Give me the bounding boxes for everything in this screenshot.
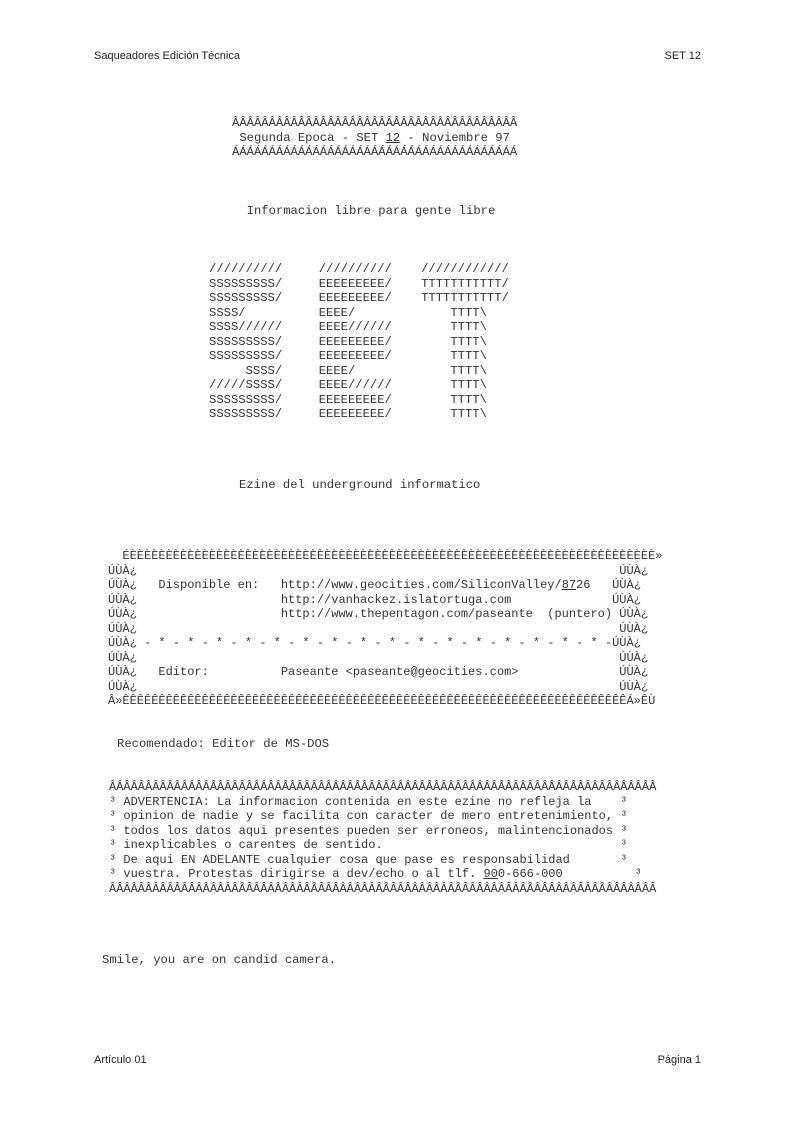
info-box-blank-row: ÚÙÀ¿ ÚÙÀ¿ [108,679,649,694]
banner [232,116,517,160]
info-box-blank-row: ÚÙÀ¿ ÚÙÀ¿ [108,621,649,636]
info-box-mirror-row: ÚÙÀ¿ http://www.thepentagon.com/paseante (puntero) ÚÙÀ¿ [108,607,649,621]
logo-line: SSSS////// EEEE////// TTTT\ [209,320,487,334]
logo-line: SSSS/ EEEE/ TTTT\ [209,305,487,320]
logo-line: SSSSSSSSS/ EEEEEEEEE/ TTTT\ [209,407,487,421]
warning-line: ³ ADVERTENCIA: La informacion contenida en este ezine no refleja la ³ [109,794,628,809]
issue-number: 12 [385,130,401,145]
banner-title: Segunda Epoca - SET 12 - Noviembre 97 [232,130,510,145]
info-box-bottom-border: Â»ÊÊÊÊÊÊÊÊÊÊÊÊÊÊÊÊÊÊÊÊÊÊÊÊÊÊÊÊÊÊÊÊÊÊÊÊÊÊÊÊÊÊÊÊÊÊÊÊÊÊÊÊÊÊÊÊÊÊÊÊÊÊÊÊÊÊÊÊÊÊÁ»ÊÙ [108,694,656,708]
subtitle: Ezine del underground informatico [239,478,481,492]
warning-box [109,780,656,896]
banner-top-rule: ÂÂÂÂÂÂÂÂÂÂÂÂÂÂÂÂÂÂÂÂÂÂÂÂÂÂÂÂÂÂÂÂÂÂÂÂÂÂÂ [232,116,518,130]
logo-line: SSSS/ EEEE/ TTTT\ [209,363,487,378]
info-box-editor-row: ÚÙÀ¿ Editor: Paseante <paseante@geocities.com> ÚÙÀ¿ [108,665,649,679]
banner-bottom-rule: ÁÁÁÁÁÁÁÁÁÁÁÁÁÁÁÁÁÁÁÁÁÁÁÁÁÁÁÁÁÁÁÁÁÁÁÁÁÁÁ [232,145,518,159]
warning-line: ³ inexplicables o carentes de sentido. ³ [109,838,628,852]
logo-line: SSSSSSSSS/ EEEEEEEEE/ TTTTTTTTTTT/ [209,291,509,305]
tagline: Informacion libre para gente libre [232,204,496,218]
warning-box-bottom-border: ÂÂÂÂÂÂÂÂÂÂÂÂÂÂÂÂÂÂÂÂÂÂÂÂÂÂÂÂÂÂÂÂÂÂÂÂÂÂÂÂÂÂÂÂÂÂÂÂÂÂÂÂÂÂÂÂÂÂÂÂÂÂÂÂÂÂÂÂÂÂÂÂÂÂÂÂ [109,881,657,896]
set-ascii-logo [209,262,509,422]
warning-line: ³ todos los datos aqui presentes pueden ser erroneos, malintencionados ³ [109,823,628,838]
logo-line: SSSSSSSSS/ EEEEEEEEE/ TTTT\ [209,334,487,349]
info-box-availability-row: ÚÙÀ¿ Disponible en: http://www.geocities.com/SiliconValley/8726 ÚÙÀ¿ [108,578,641,592]
logo-line: SSSSSSSSS/ EEEEEEEEE/ TTTT\ [209,392,487,407]
footer-article: Artículo 01 [94,1054,147,1066]
warning-line: ³ opinion de nadie y se facilita con caracter de mero entretenimiento, ³ [109,809,628,823]
logo-line: SSSSSSSSS/ EEEEEEEEE/ TTTT\ [209,349,487,363]
info-box-mirror-row: ÚÙÀ¿ http://vanhackez.islatortuga.com ÚÙÀ¿ [108,592,641,607]
closing-line: Smile, you are on candid camera. [102,953,337,967]
info-box-separator: ÚÙÀ¿ - * - * - * - * - * - * - * - * - * - * - * - * - * - * - * - * -ÚÙÀ¿ [108,636,641,650]
running-header-title: Saqueadores Edición Técnica [94,50,240,62]
running-header-issue: SET 12 [664,50,701,62]
info-box-blank-row: ÚÙÀ¿ ÚÙÀ¿ [108,563,649,578]
logo-line: ////////// ////////// //////////// [209,262,509,276]
logo-line: SSSSSSSSS/ EEEEEEEEE/ TTTTTTTTTTT/ [209,276,509,291]
recommended-editor: Recomendado: Editor de MS-DOS [117,737,330,751]
footer-page-number: Página 1 [657,1054,701,1066]
logo-line: /////SSSS/ EEEE////// TTTT\ [209,378,487,392]
info-box-top-border: ÉÈÈÈÈÈÈÈÈÈÈÈÈÈÈÈÈÈÈÈÈÈÈÈÈÈÈÈÈÈÈÈÈÈÈÈÈÈÈÈÈÈÈÈÈÈÈÈÈÈÈÈÈÈÈÈÈÈÈÈÈÈÈÈÈÈÈÈÈÈÈÈÈÈ» [108,549,663,563]
info-box [108,549,663,709]
info-box-blank-row: ÚÙÀ¿ ÚÙÀ¿ [108,650,649,665]
warning-line: ³ De aqui EN ADELANTE cualquier cosa que pase es responsabilidad ³ [109,852,628,867]
warning-box-top-border: ÂÂÂÂÂÂÂÂÂÂÂÂÂÂÂÂÂÂÂÂÂÂÂÂÂÂÂÂÂÂÂÂÂÂÂÂÂÂÂÂÂÂÂÂÂÂÂÂÂÂÂÂÂÂÂÂÂÂÂÂÂÂÂÂÂÂÂÂÂÂÂÂÂÂÂÂ [109,780,657,794]
warning-line: ³ vuestra. Protestas dirigirse a dev/echo o al tlf. 900-666-000 ³ [109,867,642,881]
